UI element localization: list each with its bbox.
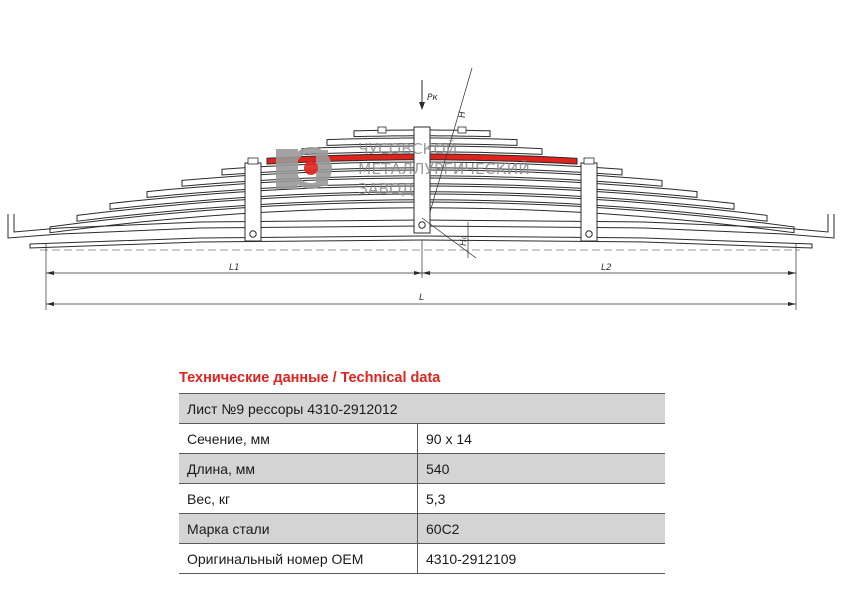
table-row [179,544,665,574]
row-label: Вес, кг [179,484,418,514]
length-left-label: L1 [229,263,240,273]
table-row [179,454,665,484]
row-label: Марка стали [179,514,418,544]
logo-line-1: ЧУСОВСКОЙ [358,140,458,158]
row-value: 4310-2912109 [418,544,666,574]
technical-data-table [179,393,665,574]
logo-line-2: МЕТАЛЛУРГИЧЕСКИЙ [358,160,530,178]
row-value: 540 [418,454,666,484]
row-value: 90 x 14 [418,424,666,454]
length-total-label: L [419,293,425,303]
height-small-label: H₀ [459,235,469,246]
table-row [179,484,665,514]
table-row [179,514,665,544]
logo-line-3: ЗАВОД [358,180,414,198]
table-row [179,424,665,454]
row-label: Сечение, мм [179,424,418,454]
table-header-row [179,394,665,424]
table-title: Технические данные / Technical data [179,370,441,386]
rebound-clamp-left [245,158,261,241]
table-header: Лист №9 рессоры 4310-2912012 [179,394,665,424]
row-label: Оригинальный номер OEM [179,544,418,574]
length-right-label: L2 [601,263,612,273]
rebound-clamp-right [581,158,597,241]
row-value: 60С2 [418,514,666,544]
row-label: Длина, мм [179,454,418,484]
bottom-leaf [30,236,812,248]
height-label: H [458,111,468,118]
load-label: Pк [427,93,438,103]
row-value: 5,3 [418,484,666,514]
